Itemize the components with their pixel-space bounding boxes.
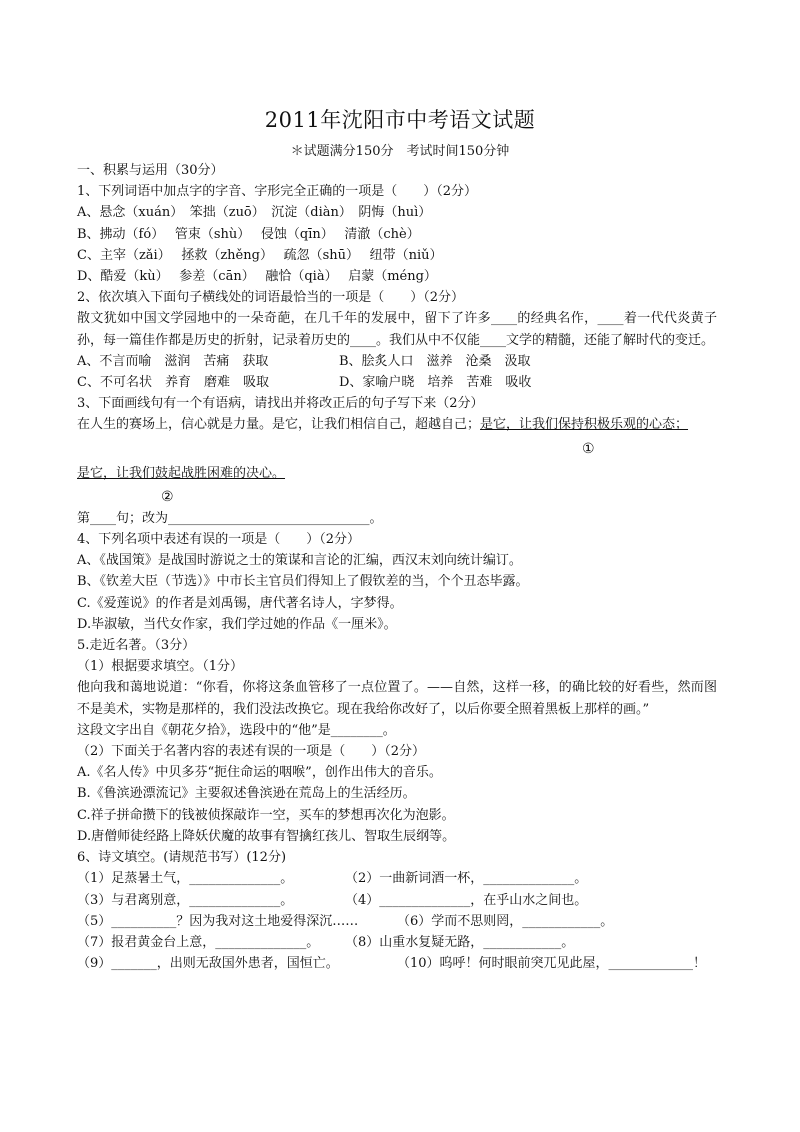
page-subtitle: ＊试题满分150分 考试时间150分钟 [290,144,510,159]
q3-underlined-sentence-2: 是它，让我们鼓起战胜困难的决心。 [77,465,286,481]
q5-stem: 5.走近名著。（3分） [77,638,196,654]
exam-content [77,160,717,974]
q6-item-8: （8）山重水复疑无路，____________。 [345,934,575,950]
q5-fill: 这段文字出自《朝花夕拾》，选段中的“他”是________。 [77,722,396,738]
q6-row-3 [77,911,717,932]
q6-row-4 [77,932,717,953]
q5-option-a: A.《名人传》中贝多芬“扼住命运的咽喉”，创作出伟大的音乐。 [77,765,442,781]
q1-stem: 1、下列词语中加点字的字音、字形完全正确的一项是（ ）（2分） [77,184,478,200]
q3-marker-row-2 [77,484,717,508]
q5-sub1: （1）根据要求填空。（1分） [77,659,244,675]
q2-option-c: C、不可名状 养育 磨难 吸取 [77,375,269,391]
q5-option-c: C.祥子拼命攒下的钱被侦探敲诈一空，买车的梦想再次化为泡影。 [77,807,455,823]
q4-option-b: B、《钦差大臣（节选）》中市长主官员们得知上了假钦差的当，个个丑态毕露。 [77,574,529,590]
q3-marker-1: ① [582,440,595,457]
section-heading: 一、积累与运用（30分） [77,163,224,178]
q6-item-6: （6）学而不思则罔，____________。 [397,913,614,929]
q2-option-a: A、不言而喻 滋润 苦痛 获取 [77,353,269,369]
q5-option-b: B.《鲁滨逊漂流记》主要叙述鲁滨逊在荒岛上的生活经历。 [77,786,416,802]
q5-sub2: （2）下面关于名著内容的表述有误的一项是（ ）（2分） [77,744,426,760]
q5-option-d: D.唐僧师徒经路上降妖伏魔的故事有智擒红孩儿、智取生辰纲等。 [77,828,456,844]
q2-option-d: D、家喻户晓 培养 苦难 吸收 [339,375,532,391]
q6-row-2 [77,890,717,911]
q4-stem: 4、下列名项中表述有误的一项是（ ）（2分） [77,532,361,548]
q2-options-row1 [77,351,717,372]
q1-option-d: D、酷爱（kù） 参差（cān） 融恰（qià） 启蒙（méng） [77,269,437,285]
q2-options-row2 [77,372,717,393]
q3-passage-plain: 在人生的赛场上，信心就是力量。是它，让我们相信自己，超越自己； [77,417,481,433]
q6-item-7: （7）报君黄金台上意，______________。 [77,934,320,950]
q1-option-c: C、主宰（zǎi） 拯救（zhěng） 疏忽（shū） 纽带（niǔ） [77,247,443,263]
q6-stem: 6、诗文填空。(请规范书写）(12分) [77,850,287,866]
q6-row-5 [77,953,717,974]
q3-passage [77,414,717,435]
q6-item-10: （10）呜呼！何时眼前突兀见此屋，_____________！ [397,956,707,972]
q6-item-9: （9）_______，出则无敌国外患者，国恒亡。 [77,956,339,972]
q4-option-a: A、《战国策》是战国时游说之士的策谋和言论的汇编，西汉末刘向统计编订。 [77,553,522,569]
q3-stem: 3、下面画线句有一个有语病，请找出并将改正后的句子写下来（2分） [77,396,484,412]
q3-marker-2: ② [161,488,174,505]
q3-answer-line: 第____句；改为_______________________________。 [77,510,383,526]
q2-option-b: B、脍炙人口 滋养 沧桑 汲取 [339,353,531,369]
q4-option-d: D.毕淑敏，当代女作家，我们学过她的作品《一厘米》。 [77,616,397,632]
q2-stem: 2、依次填入下面句子横线处的词语最恰当的一项是（ ）（2分） [77,290,465,306]
q2-passage: 散文犹如中国文学园地中的一朵奇葩，在几千年的发展中，留下了许多____的经典名作，____着一代代炎黄子孙，每一篇佳作都是历史的折射，记录着历史的____。我们从中不仅能____文学的精髓，还能了解时代的变迁。 [77,311,717,348]
q6-item-4: （4）______________，在乎山水之间也。 [345,892,588,908]
q6-item-5: （5）__________？因为我对这土地爱得深沉…… [77,913,359,929]
page-title: 2011年沈阳市中考语文试题 [264,108,536,132]
q6-item-1: （1）足蒸暑土气，______________。 [77,871,294,887]
q6-row-1 [77,868,717,889]
q4-option-c: C.《爱莲说》的作者是刘禹锡，唐代著名诗人，字梦得。 [77,595,403,611]
q5-passage: 他向我和蔼地说道：“你看，你将这条血管移了一点位置了。——自然，这样一移，的确比较的好看些，然而图不是美术，实物是那样的，我们没法改换它。现在我给你改好了，以后你要全照着黑板上那样的画。” [77,680,717,717]
q3-underlined-sentence-1: 是它，让我们保持积极乐观的心态； [480,417,689,433]
q6-item-2: （2）一曲新词酒一杯，______________。 [345,871,588,887]
q1-option-b: B、拂动（fó） 管束（shù） 侵蚀（qīn） 清澈（chè） [77,226,420,242]
q6-item-3: （3）与君离别意，______________。 [77,892,294,908]
q1-option-a: A、悬念（xuán） 笨拙（zuō） 沉淀（diàn） 阴悔（huì） [77,205,432,221]
q3-marker-row-1 [77,436,717,463]
